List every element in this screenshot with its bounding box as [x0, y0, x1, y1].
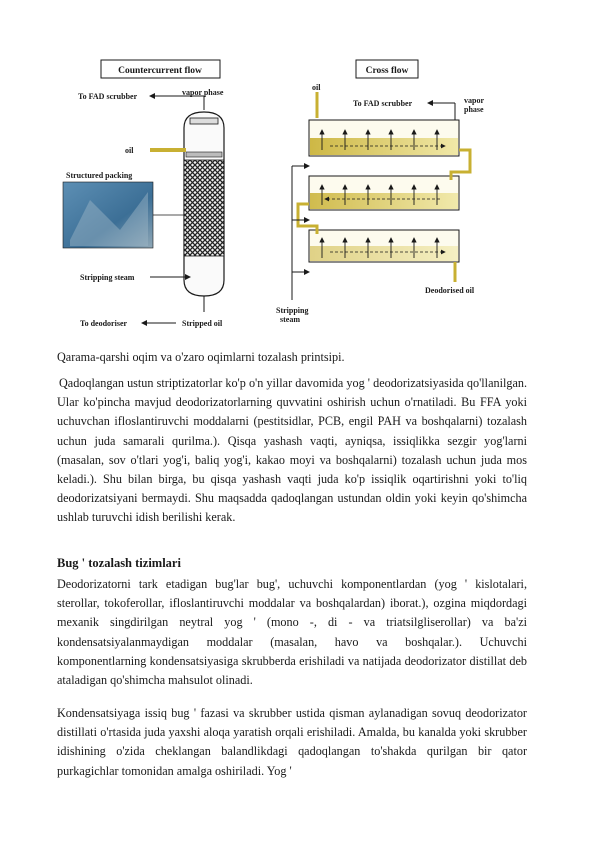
countercurrent-title: Countercurrent flow [118, 66, 202, 76]
cross-stripping-label: Stripping [276, 306, 309, 315]
stripping-diagram [0, 0, 596, 345]
deodorised-oil-label: Deodorised oil [425, 286, 475, 295]
stripping-steam-label: Stripping steam [80, 273, 135, 282]
paragraph-packed-column: Qadoqlangan ustun striptizatorlar ko'p o'n yillar davomida yog ' deodorizatsiyasida qo'llanilgan. Ular ko'pincha mavjud deodorizatorlarning quvvatini oshirish uchun o'rnatiladi. Bu FFA yoki uchuvchan ifloslantiruvchi moddalarni (pestitsidlar, PCB, engil PAH va boshqalarni) tozalash uchun juda samarali qurilma.). Qisqa yashash vaqti, ayniqsa, issiqlikka sezgir yog'larni (masalan, sov o'tlari yog'i, baliq yog'i, kakao moyi va boshqalarni) tozalash uchun juda mos keladi.). Shu bilan birga, bu qisqa yashash vaqti juda ko'p issiqlik oqartirishni yoki to'liq deodorizatsiyani bermaydi. Shu maqsadda qadoqlangan ustundan oldin yoki keyin qo'shimcha ushlab turuvchi idish berilishi kerak. [57, 376, 527, 525]
cross-phase-label: phase [464, 105, 484, 114]
to-fad-scrubber-label: To FAD scrubber [78, 92, 138, 101]
vapor-phase-label: vapor phase [182, 88, 224, 97]
structured-packing-label: Structured packing [66, 171, 133, 180]
to-deodoriser-label: To deodoriser [80, 319, 128, 328]
figure-caption: Qarama-qarshi oqim va o'zaro oqimlarni tozalash printsipi. [57, 350, 345, 364]
crossflow-diagram [276, 60, 484, 324]
crossflow-title: Cross flow [365, 66, 409, 76]
cross-vapor-label: vapor [464, 96, 484, 105]
oil-label: oil [125, 146, 134, 155]
stripped-oil-label: Stripped oil [182, 319, 223, 328]
section-heading: Bug ' tozalash tizimlari [57, 556, 181, 570]
cross-oil-label: oil [312, 83, 321, 92]
cross-to-fad-label: To FAD scrubber [353, 99, 413, 108]
cross-steam-label: steam [280, 315, 300, 324]
paragraph-condensation: Kondensatsiyaga issiq bug ' fazasi va skrubber ustida qisman aylanadigan sovuq deodorizator distillati o'rtasida juda yaxshi aloqa yaratish orqali erishiladi. Amalda, bu kanalda yoki skrubber idishining o'zida cheklangan balandlikdagi qadoqlangan to'shakda qurilgan bir qator purkagichlar tomonidan amalga oshiriladi. Yog ' [57, 706, 527, 778]
structured-packing [184, 160, 224, 256]
countercurrent-diagram [63, 60, 224, 328]
paragraph-vapors: Deodorizatorni tark etadigan bug'lar bug', uchuvchi komponentlardan (yog ' kislotalari, sterollar, tokoferollar, ifloslantiruvchi moddalar va boshqalardan) iborat.), ozgina miqdordagi mexanik singdirilgan neytral yog ' (mono -, di - va triatsilgliserollar) va ba'zi kondensatsiyalanmaydigan moddalar (masalan, havo va boshqalar.). Uchuvchi komponentlarning kondensatsiyasiga skrubberda erishiladi va natijada deodorizator distillat deb ataladigan qo'shimcha mahsulot olinadi. [57, 577, 527, 688]
